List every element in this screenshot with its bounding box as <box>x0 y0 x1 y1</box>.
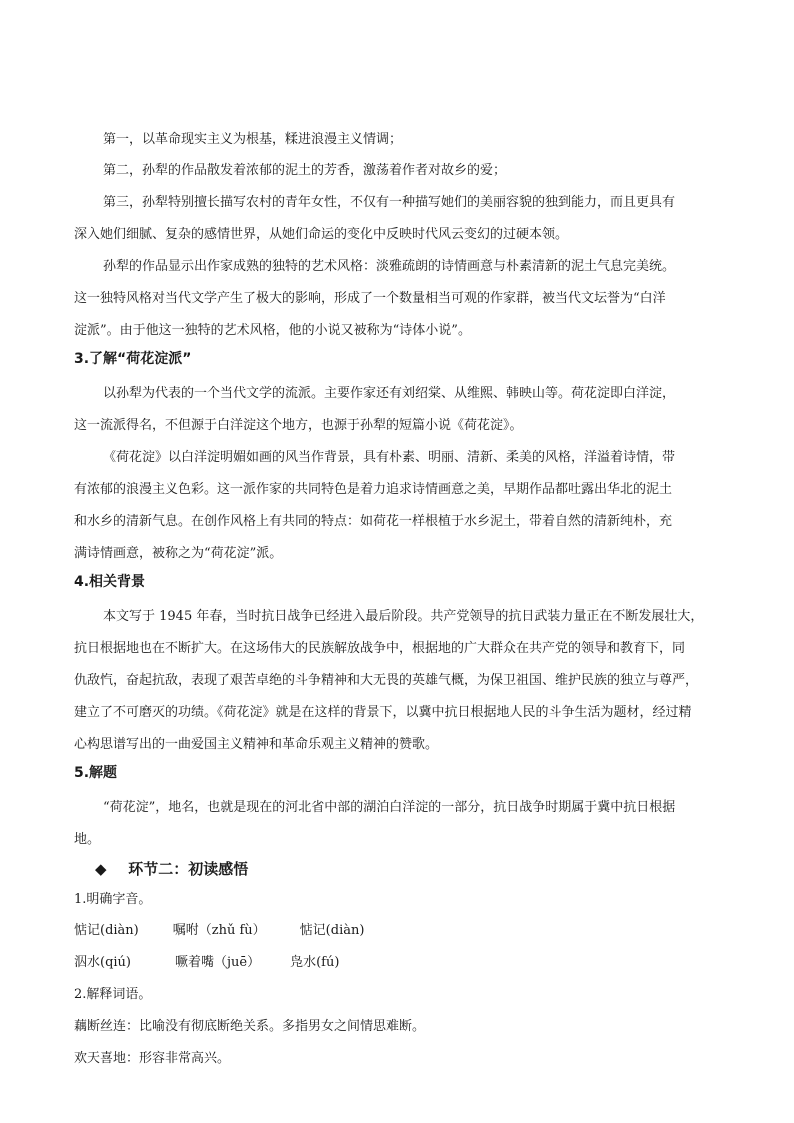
pronunciation-item: 噘着嘴（juē） <box>175 955 261 970</box>
paragraph-style-line1: 孙犁的作品显示出作家成熟的独特的艺术风格：淡雅疏朗的诗情画意与朴素清新的泥土气息完美统。 <box>103 259 676 274</box>
section4-line3: 仇敌忾，奋起抗敌，表现了艰苦卓绝的斗争精神和大无畏的英雄气概，为保卫祖国、维护民族的独立与尊严， <box>74 673 699 688</box>
pronunciation-row-1 <box>0 922 794 940</box>
section3-p2-line2: 有浓郁的浪漫主义色彩。这一派作家的共同特色是着力追求诗情画意之美，早期作品都吐露出华北的泥土 <box>74 482 673 497</box>
paragraph-third-line1: 第三，孙犁特别擅长描写农村的青年女性，不仅有一种描写她们的美丽容貌的独到能力，而且更具有 <box>103 195 676 210</box>
pronunciation-item: 惦记(diàn) <box>299 923 365 938</box>
section4-line4: 建立了不可磨灭的功绩。《荷花淀》就是在这样的背景下，以冀中抗日根据地人民的斗争生活为题材，经过精 <box>74 705 692 720</box>
section4-line2: 抗日根据地也在不断扩大。在这场伟大的民族解放战争中，根据地的广大群众在共产党的领导和教育下，同 <box>74 641 686 656</box>
section3-p1-line1: 以孙犁为代表的一个当代文学的流派。主要作家还有刘绍棠、从维熙、韩映山等。荷花淀即白洋淀， <box>103 386 676 401</box>
section3-p1-line2: 这一流派得名，不但源于白洋淀这个地方，也源于孙犁的短篇小说《荷花淀》。 <box>74 418 523 433</box>
section-heading-5: 5.解题 <box>74 765 118 781</box>
paragraph-third-line2: 深入她们细腻、复杂的感情世界，从她们命运的变化中反映时代风云变幻的过硬本领。 <box>74 227 569 242</box>
pronunciation-item: 泅水(qiú) <box>74 955 131 970</box>
item2-label: 2.解释词语。 <box>74 987 152 1002</box>
item1-label: 1.明确字音。 <box>74 892 152 907</box>
paragraph-style-line2: 这一独特风格对当代文学产生了极大的影响，形成了一个数量相当可观的作家群，被当代文坛誉为“白洋 <box>74 291 666 306</box>
section3-p2-line4: 满诗情画意，被称之为“荷花淀”派。 <box>74 546 283 561</box>
paragraph-first: 第一，以革命现实主义为根基，糅进浪漫主义情调； <box>103 132 403 147</box>
section3-p2-line1: 《荷花淀》以白洋淀明媚如画的风当作背景，具有朴素、明丽、清新、柔美的风格，洋溢着诗情，带 <box>103 450 676 465</box>
section3-p2-line3: 和水乡的清新气息。在创作风格上有共同的特点：如荷花一样根植于水乡泥土，带着自然的清新纯朴，充 <box>74 514 673 529</box>
paragraph-style-line3: 淀派”。由于他这一独特的艺术风格，他的小说又被称为“诗体小说”。 <box>74 323 471 338</box>
section5-line2: 地。 <box>74 832 101 847</box>
section5-line1: “荷花淀”，地名，也就是现在的河北省中部的湖泊白洋淀的一部分，抗日战争时期属于冀中抗日根据 <box>103 800 676 815</box>
paragraph-second: 第二，孙犁的作品散发着浓郁的泥土的芳香，激荡着作者对故乡的爱； <box>103 163 507 178</box>
section-heading-4: 4.相关背景 <box>74 574 146 590</box>
pronunciation-item: 嘱咐（zhǔ fù） <box>172 923 266 938</box>
part2-heading <box>0 858 794 880</box>
pronunciation-item: 凫水(fú) <box>290 955 340 970</box>
definition-2: 欢天喜地：形容非常高兴。 <box>74 1051 231 1066</box>
definition-1: 藕断丝连：比喻没有彻底断绝关系。多指男女之间情思难断。 <box>74 1019 426 1034</box>
part2-heading-text: 环节二：初读感悟 <box>128 860 249 878</box>
section4-line5: 心构思谱写出的一曲爱国主义精神和革命乐观主义精神的赞歌。 <box>74 737 439 752</box>
section-heading-3: 3.了解“荷花淀派” <box>74 351 192 367</box>
section4-line1: 本文写于 1945 年春，当时抗日战争已经进入最后阶段。共产党领导的抗日武装力量正在不断发展壮大， <box>103 609 704 624</box>
diamond-bullet-icon: ◆ <box>95 860 107 878</box>
pronunciation-row-2 <box>0 954 794 972</box>
pronunciation-item: 惦记(diàn) <box>74 923 139 938</box>
